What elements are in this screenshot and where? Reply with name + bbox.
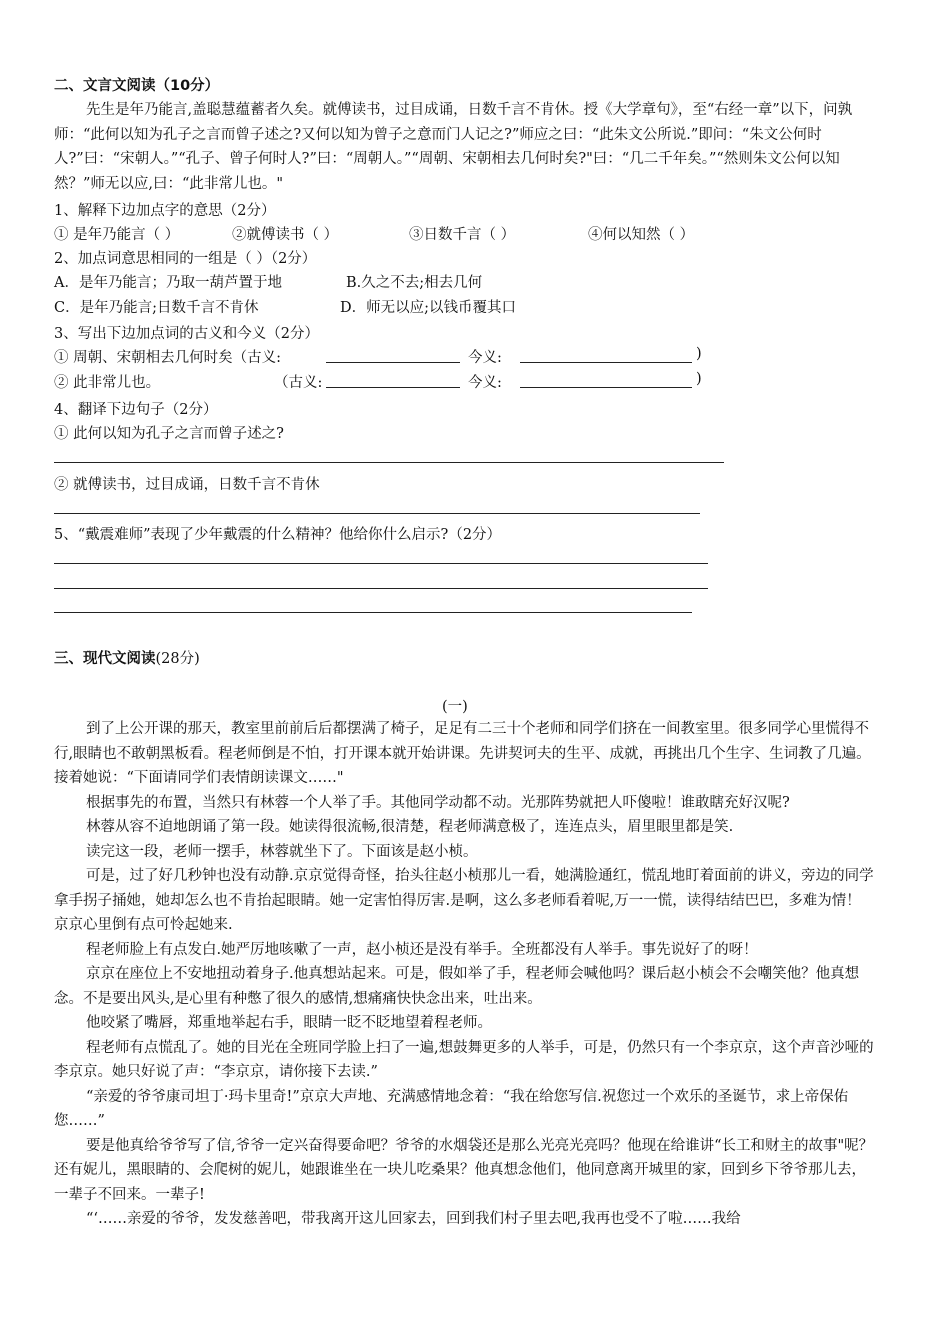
q2-stem: 2、加点词意思相同的一组是（ ）（2分）: [54, 251, 317, 267]
q5-answer-line-3[interactable]: [54, 612, 692, 613]
q4-answer-line-1[interactable]: [54, 462, 724, 463]
section2-title: 二、文言文阅读（10分）: [54, 78, 220, 94]
q3-item2-now-blank[interactable]: [520, 387, 692, 388]
paragraph: 读完这一段，老师一摆手，林蓉就坐下了。下面该是赵小桢。: [86, 843, 478, 860]
q5-stem: 5、“戴震难师”表现了少年戴震的什么精神？他给你什么启示?（2分）: [54, 527, 502, 543]
q3-item1-close: ): [696, 346, 702, 362]
classical-passage: 先生是年乃能言,盖聪慧蕴蓄者久矣。就傅读书，过目成诵，日数千言不肯休。授《大学章句》，至“右经一章”以下，问孰师：“此何以知为孔子之言而曾子述之?又何以知为曾子之意而门人记之?”师应之曰：“此朱文公所说.”即问：“朱文公何时人?”曰：“宋朝人。”“孔子、曾子何时人?”曰：“周朝人。”“周朝、宋朝相去几何时矣?"曰：“几二千年矣。”“然则朱文公何以知然？”师无以应,曰：“此非常儿也。": [54, 102, 853, 192]
paragraph: 程老师有点慌乱了。她的目光在全班同学脸上扫了一遍,想鼓舞更多的人举手，可是，仍然只有一个李京京，这个声音沙哑的李京京。她只好说了声：“李京京，请你接下去读.”: [54, 1039, 874, 1080]
q2-option-b: B.久之不去;相去几何: [346, 275, 483, 291]
section3-heading: [54, 647, 200, 668]
q3-item1-now-blank[interactable]: [520, 362, 692, 363]
paragraph: 京京在座位上不安地扭动着身子.他真想站起来。可是，假如举了手，程老师会喊他吗？课后赵小桢会不会嘲笑他？他真想念。不是要出风头,是心里有种憋了很久的感情,想痛痛快快念出来，吐出来。: [54, 966, 860, 1007]
q5-answer-line-2[interactable]: [54, 588, 708, 589]
section3-title: 三、现代文阅读: [54, 651, 156, 667]
q1-item-1: ① 是年乃能言（ ）: [54, 227, 180, 243]
q3-item1-text: ① 周朝、宋朝相去几何时矣（古义:: [54, 350, 281, 366]
paragraph: 根据事先的布置，当然只有林蓉一个人举了手。其他同学动都不动。光那阵势就把人吓傻啦！谁敢瞎充好汉呢?: [86, 794, 790, 811]
paragraph: “‘……亲爱的爷爷，发发慈善吧，带我离开这儿回家去，回到我们村子里去吧,我再也受不了啦……我给: [86, 1211, 741, 1227]
q2-option-a: A．是年乃能言；乃取一葫芦置于地: [54, 275, 282, 291]
q2-option-d: D．师无以应;以钱币覆其口: [340, 300, 517, 316]
q4-answer-line-2[interactable]: [54, 513, 700, 514]
section3-score: (28分): [155, 651, 200, 667]
q1-stem: 1、解释下边加点字的意思（2分）: [54, 203, 276, 219]
q3-stem: 3、写出下边加点词的古义和今义（2分）: [54, 326, 319, 342]
q3-item1-old-blank[interactable]: [326, 362, 460, 363]
q3-item2-close: ): [696, 371, 702, 387]
paragraph: 可是，过了好几秒钟也没有动静.京京觉得奇怪，抬头往赵小桢那儿一看，她满脸通红，慌乱地盯着面前的讲义，旁边的同学拿手拐子捅她，她却怎么也不肯抬起眼睛。她一定害怕得厉害.是啊，这么多老师看着呢,万一一慌，读得结结巴巴，多难为情！京京心里倒有点可怜起她来.: [54, 868, 874, 933]
modern-passage: [54, 717, 874, 1232]
paragraph: 程老师脸上有点发白.她严厉地咳嗽了一声，赵小桢还是没有举手。全班都没有人举手。事先说好了的呀！: [86, 941, 758, 958]
q1-item-3: ③日数千言（ ）: [409, 227, 516, 243]
q2-option-c: C．是年乃能言;日数千言不肯休: [54, 300, 259, 316]
q5-answer-line-1[interactable]: [54, 563, 708, 564]
paragraph: 到了上公开课的那天，教室里前前后后都摆满了椅子，足足有二三十个老师和同学们挤在一间教室里。很多同学心里慌得不行,眼睛也不敢朝黑板看。程老师倒是不怕，打开课本就开始讲课。先讲契诃夫的生平、成就，再挑出几个生字、生词教了几遍。接着她说：“下面请同学们表情朗读课文……": [54, 721, 871, 786]
paragraph: “亲爱的爷爷康司坦丁·玛卡里奇!”京京大声地、充满感情地念着：“我在给您写信.祝您过一个欢乐的圣诞节，求上帝保佑您……”: [54, 1088, 849, 1129]
q3-item2-now-label: 今义:: [468, 375, 502, 391]
q1-item-4: ④何以知然（ ）: [588, 227, 695, 243]
q4-stem: 4、翻译下边句子（2分）: [54, 402, 218, 418]
paragraph: 林蓉从容不迫地朗诵了第一段。她读得很流畅,很清楚，程老师满意极了，连连点头，眉里眼里都是笑.: [86, 819, 734, 835]
q1-item-2: ②就傅读书（ ）: [232, 227, 339, 243]
q3-item2-text: ② 此非常儿也。: [54, 375, 161, 391]
part-label: (一): [442, 699, 468, 715]
q4-sentence-1: ① 此何以知为孔子之言而曾子述之?: [54, 426, 284, 442]
q3-item2-old-label: （古义:: [274, 375, 323, 391]
q3-item2-old-blank[interactable]: [326, 387, 460, 388]
q3-item1-now-label: 今义:: [468, 350, 502, 366]
paragraph: 他咬紧了嘴唇，郑重地举起右手，眼睛一眨不眨地望着程老师。: [86, 1015, 492, 1031]
q4-sentence-2: ② 就傅读书，过目成诵，日数千言不肯休: [54, 477, 320, 493]
paragraph: 要是他真给爷爷写了信,爷爷一定兴奋得要命吧？爷爷的水烟袋还是那么光亮光亮吗？他现在给谁讲“长工和财主的故事"呢？还有妮儿，黑眼睛的、会爬树的妮儿，她跟谁坐在一块儿吃桑果？他真想念他们，他同意离开城里的家，回到乡下爷爷那儿去，一辈子不回来。一辈子!: [54, 1137, 874, 1203]
